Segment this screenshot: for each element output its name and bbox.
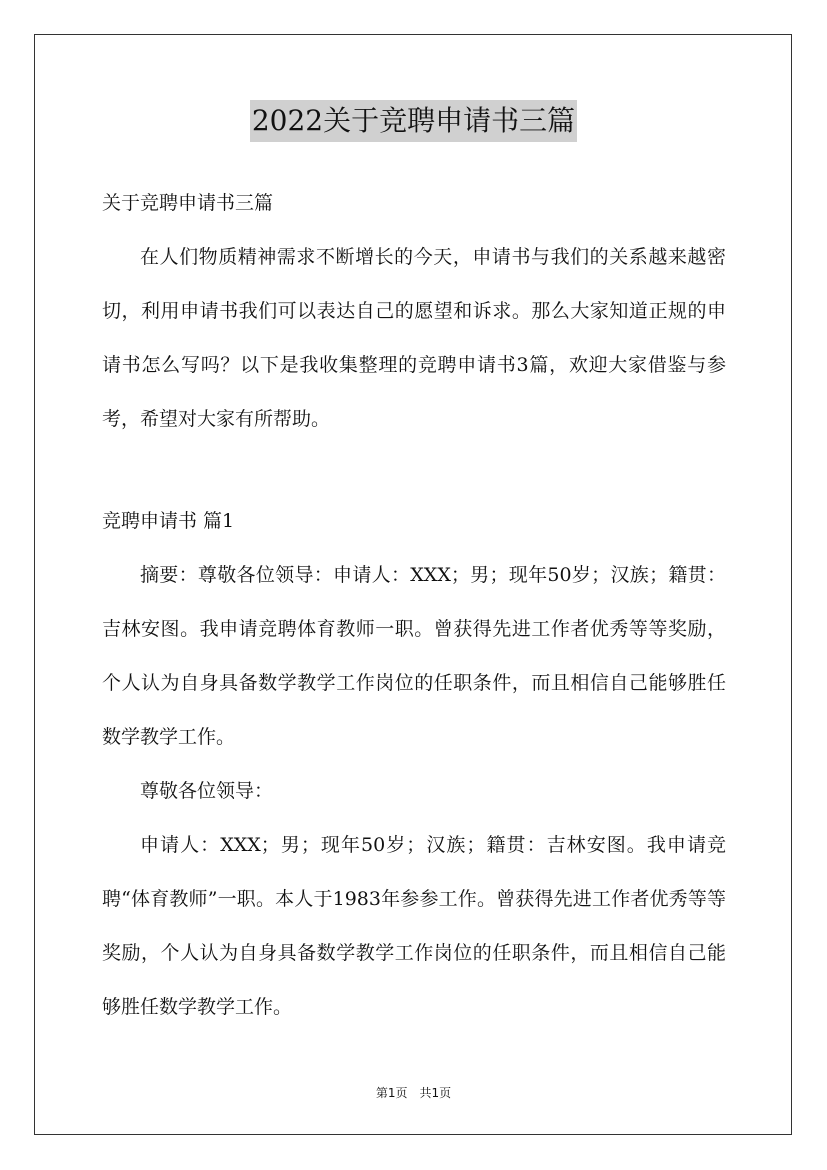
abstract-paragraph: 摘要：尊敬各位领导：申请人：XXX；男；现年50岁；汉族；籍贯：吉林安图。我申请竞聘体育教师一职。曾获得先进工作者优秀等等奖励，个人认为自身具备数学教学工作岗位的任职条件，而且相信自己能够胜任数学教学工作。 [102, 564, 726, 748]
body-paragraph: 申请人：XXX；男；现年50岁；汉族；籍贯：吉林安图。我申请竞聘“体育教师”一职。本人于1983年参参工作。曾获得先进工作者优秀等等奖励，个人认为自身具备数学教学工作岗位的任职条件，而且相信自己能够胜任数学教学工作。 [102, 834, 726, 1018]
page-footer: 第1页 共1页 [375, 1086, 452, 1100]
section-gap [102, 446, 726, 494]
section-heading: 竞聘申请书 篇1 [102, 510, 235, 532]
salutation: 尊敬各位领导： [140, 780, 274, 802]
document-heading: 关于竞聘申请书三篇 [102, 192, 274, 214]
title-container [0, 100, 827, 142]
intro-paragraph: 在人们物质精神需求不断增长的今天，申请书与我们的关系越来越密切，利用申请书我们可以表达自己的愿望和诉求。那么大家知道正规的申请书怎么写吗？以下是我收集整理的竞聘申请书3篇，欢迎大家借鉴与参考，希望对大家有所帮助。 [102, 246, 726, 430]
document-title: 2022关于竞聘申请书三篇 [250, 100, 577, 142]
document-body [102, 176, 726, 1034]
